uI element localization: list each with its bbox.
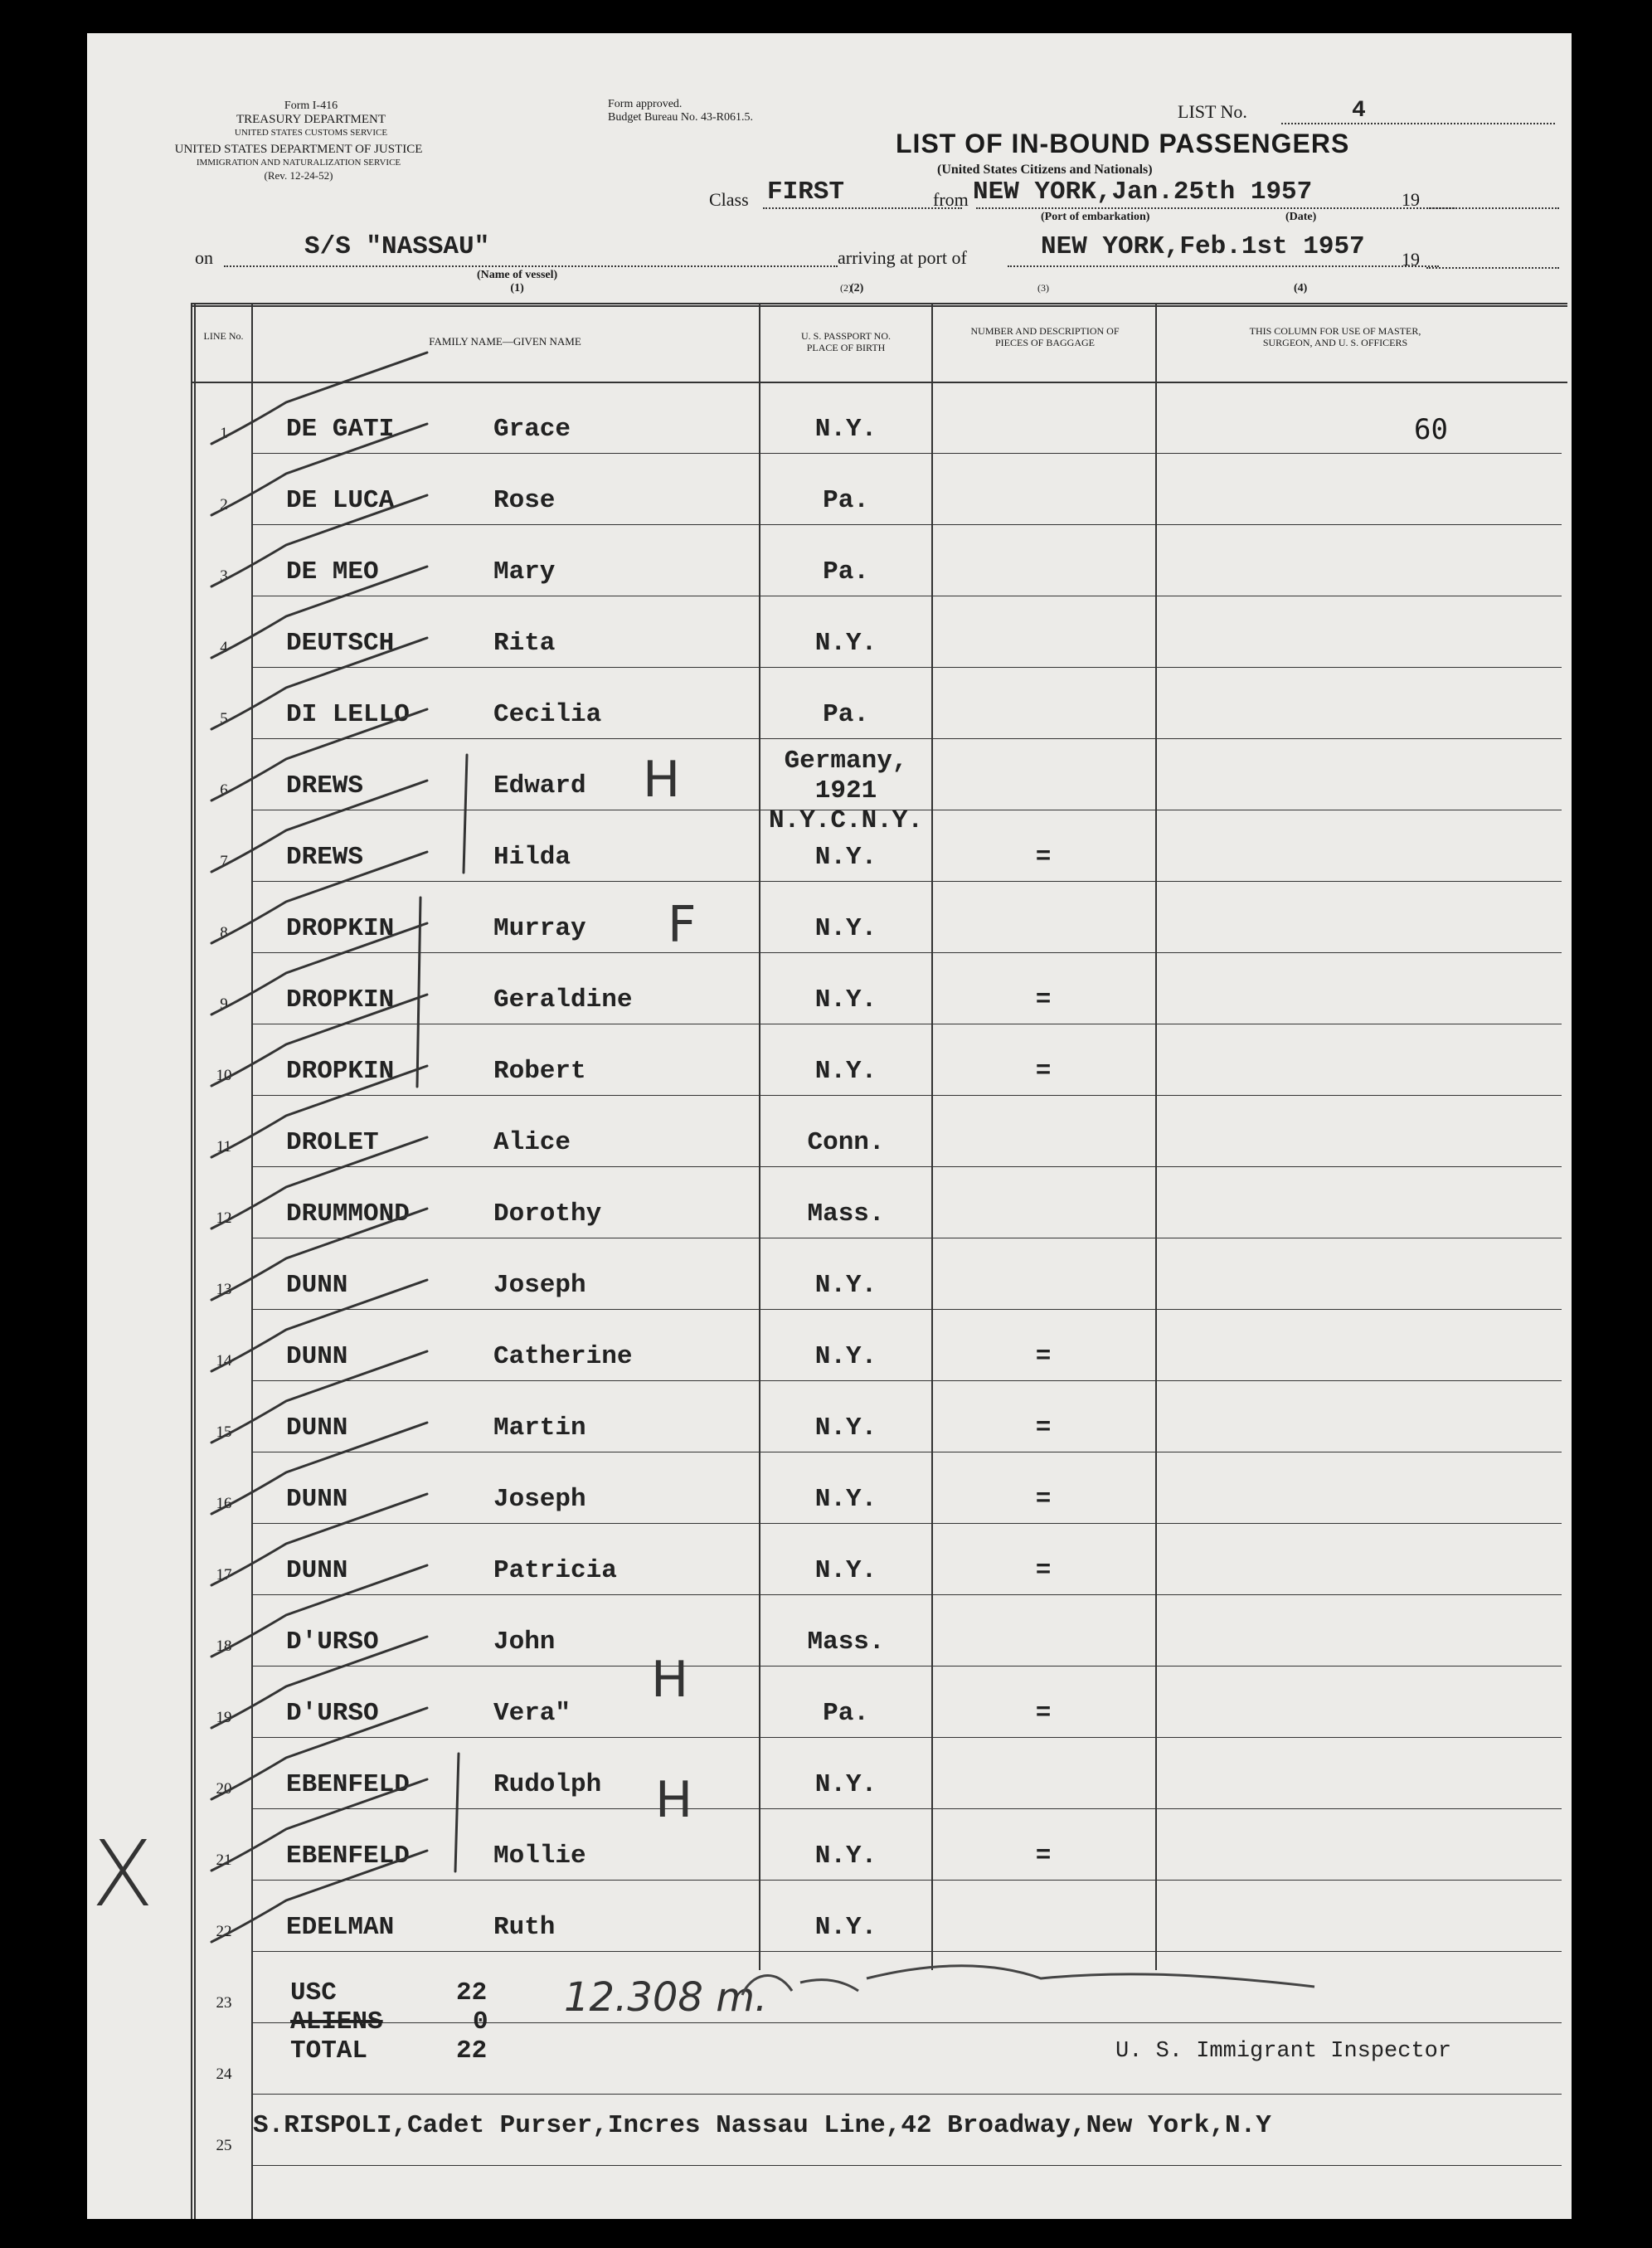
row-place-of-birth: Pa.	[823, 700, 869, 729]
vessel-caption-num: (1)	[510, 282, 524, 294]
handwritten-number: 12.308 m.	[564, 1974, 768, 2021]
form-number: Form I-416	[284, 100, 338, 112]
row-family-name: DUNN	[286, 1271, 348, 1300]
check-mark	[211, 1708, 427, 1799]
hand-mark-row6: H	[643, 751, 681, 809]
hand-mark-row18: H	[651, 1651, 689, 1709]
justice-dept: UNITED STATES DEPARTMENT OF JUSTICE	[174, 143, 423, 156]
row-line-number: 2	[220, 496, 228, 513]
row-baggage: =	[1035, 985, 1052, 1015]
ins-service: IMMIGRATION AND NATURALIZATION SERVICE	[196, 158, 401, 168]
row-family-name: DREWS	[286, 843, 364, 872]
row-baggage: =	[1035, 1699, 1052, 1728]
class-value: FIRST	[767, 178, 845, 207]
treasury-dept: TREASURY DEPARTMENT	[236, 113, 386, 126]
row-family-name: DUNN	[286, 1485, 348, 1514]
purser-line: S.RISPOLI,Cadet Purser,Incres Nassau Line,42 Broadway,New York,N.Y	[253, 2111, 1271, 2140]
row-line-number: 7	[220, 853, 228, 870]
row-line-number: 23	[216, 1994, 232, 2012]
row-baggage: =	[1035, 1342, 1052, 1371]
row-line-number: 5	[220, 710, 228, 727]
col-head-passport: U. S. PASSPORT NO. PLACE OF BIRTH	[801, 330, 891, 353]
row-given-name: Robert	[493, 1057, 586, 1086]
row-baggage: =	[1035, 1485, 1052, 1514]
form-subtitle: (United States Citizens and Nationals)	[937, 163, 1153, 177]
hand-mark-row20: H	[655, 1771, 693, 1829]
year-suffix: 19	[1402, 189, 1420, 210]
col-head-name: FAMILY NAME—GIVEN NAME	[429, 335, 581, 348]
row-place-of-birth: Conn.	[807, 1128, 885, 1157]
row-given-name: Grace	[493, 415, 571, 444]
row-place-of-birth: N.Y.	[814, 415, 877, 444]
check-mark	[211, 638, 427, 729]
col-head-baggage: NUMBER AND DESCRIPTION OF PIECES OF BAGGAGE	[970, 325, 1120, 348]
row-family-name: DROPKIN	[286, 985, 395, 1015]
arriving-label: arriving at port of	[838, 247, 967, 268]
row-baggage: =	[1035, 1556, 1052, 1585]
row-place-of-birth: N.Y.	[814, 985, 877, 1015]
row-family-name: DI LELLO	[286, 700, 410, 729]
check-mark	[211, 1209, 427, 1300]
row-baggage: =	[1035, 1057, 1052, 1086]
row-given-name: Joseph	[493, 1485, 586, 1514]
row-line-number: 11	[216, 1138, 232, 1156]
usc-value: 22	[456, 1978, 488, 2007]
row-family-name: DE LUCA	[286, 486, 395, 515]
check-mark	[211, 1494, 427, 1585]
vessel-value: S/S "NASSAU"	[304, 232, 490, 261]
aliens-value: 0	[473, 2007, 488, 2036]
row-line-number: 6	[220, 781, 228, 799]
row-given-name: Edward	[493, 771, 586, 800]
row-line-number: 24	[216, 2066, 232, 2083]
inspector-signature	[742, 1966, 1314, 1995]
list-no-label: LIST No.	[1178, 101, 1247, 122]
row-family-name: DE MEO	[286, 557, 379, 586]
row-given-name: Catherine	[493, 1342, 633, 1371]
row-given-name: Martin	[493, 1414, 586, 1443]
row-place-of-birth: Pa.	[823, 1699, 869, 1728]
check-mark	[211, 1637, 427, 1728]
year-suffix-2: 19	[1402, 249, 1420, 270]
usc-label: USC	[290, 1978, 337, 2007]
row-line-number: 25	[216, 2137, 232, 2154]
row-line-number: 17	[216, 1566, 232, 1584]
row-line-number: 20	[216, 1780, 232, 1798]
row-given-name: Rita	[493, 629, 556, 658]
form-approved: Form approved.	[608, 98, 683, 110]
date-num: (4)	[1294, 282, 1308, 294]
row-given-name: Dorothy	[493, 1199, 602, 1229]
row-given-name: Vera"	[493, 1699, 571, 1728]
row-place-of-birth: N.Y.	[814, 1913, 877, 1942]
row-place-of-birth: N.Y.	[814, 1485, 877, 1514]
total-value: 22	[456, 2036, 488, 2066]
row-family-name: DEUTSCH	[286, 629, 395, 658]
list-no-value: 4	[1352, 98, 1366, 124]
row-place-of-birth: N.Y.	[814, 629, 877, 658]
check-mark	[211, 353, 427, 444]
check-mark	[211, 1137, 427, 1229]
row-place-of-birth: Pa.	[823, 557, 869, 586]
row-place-of-birth: N.Y.	[814, 1842, 877, 1871]
row-line-number: 14	[216, 1352, 232, 1370]
row-place-of-birth: Pa.	[823, 486, 869, 515]
row-given-name: Alice	[493, 1128, 571, 1157]
row-place-of-birth: N.Y.	[814, 1342, 877, 1371]
row-family-name: EDELMAN	[286, 1913, 395, 1942]
from-value: NEW YORK,Jan.25th 1957	[973, 178, 1313, 207]
row-family-name: DUNN	[286, 1414, 348, 1443]
row-family-name: DRUMMOND	[286, 1199, 410, 1229]
class-label: Class	[709, 189, 749, 210]
row-line-number: 18	[216, 1637, 232, 1655]
from-label: from	[933, 189, 969, 210]
customs-service: UNITED STATES CUSTOMS SERVICE	[234, 128, 388, 138]
col-head-baggage-num: (3)	[1037, 282, 1049, 294]
row-baggage: =	[1035, 1842, 1052, 1871]
check-mark	[211, 1280, 427, 1371]
row-family-name: EBENFELD	[286, 1842, 410, 1871]
row-given-name: John	[493, 1628, 556, 1657]
check-mark	[211, 1851, 427, 1942]
row-family-name: DREWS	[286, 771, 364, 800]
arriving-num: (2)	[850, 282, 864, 294]
hand-mark-margin: X	[91, 1821, 154, 1927]
row-family-name: DUNN	[286, 1342, 348, 1371]
row-line-number: 8	[220, 924, 228, 942]
check-mark	[211, 852, 427, 943]
row-family-name: DE GATI	[286, 415, 395, 444]
row-place-of-birth: N.Y.	[814, 1414, 877, 1443]
check-mark	[211, 781, 427, 872]
row-line-number: 16	[216, 1495, 232, 1512]
inspector-label: U. S. Immigrant Inspector	[1115, 2039, 1452, 2064]
form-page	[87, 33, 1572, 2219]
check-mark	[211, 1423, 427, 1514]
check-mark	[211, 1779, 427, 1871]
vessel-caption-text: (Name of vessel)	[477, 269, 558, 281]
check-mark	[211, 709, 427, 800]
row-line-number: 21	[216, 1851, 232, 1869]
row-line-number: 3	[220, 567, 228, 585]
row-family-name: DUNN	[286, 1556, 348, 1585]
check-marks-layer	[87, 33, 1572, 2219]
aliens-label: ALIENS	[290, 2007, 383, 2036]
family-bracket	[455, 1754, 459, 1871]
row-family-name: EBENFELD	[286, 1770, 410, 1799]
row-family-name: D'URSO	[286, 1628, 379, 1657]
row-line-number: 15	[216, 1423, 232, 1441]
row-line-number: 4	[220, 639, 228, 656]
row-line-number: 1	[220, 425, 228, 442]
form-title: LIST OF IN-BOUND PASSENGERS	[896, 129, 1350, 158]
row-family-name: DROPKIN	[286, 1057, 395, 1086]
row-officer-note: 60	[1414, 413, 1448, 446]
row-place-of-birth: Mass.	[807, 1199, 885, 1229]
row-place-of-birth: N.Y.	[814, 914, 877, 943]
row-given-name: Mary	[493, 557, 556, 586]
on-label: on	[195, 247, 213, 268]
col-head-passport-num: (2)	[840, 282, 852, 294]
row-line-number: 12	[216, 1209, 232, 1227]
row-baggage: =	[1035, 1414, 1052, 1443]
row-place-of-birth: N.Y.	[814, 1770, 877, 1799]
row-place-of-birth: N.Y.	[814, 1556, 877, 1585]
row-family-name: DROPKIN	[286, 914, 395, 943]
date-caption: (Date)	[1285, 211, 1317, 223]
check-mark	[211, 923, 427, 1015]
row-place-of-birth: N.Y.	[814, 843, 877, 872]
row-given-name: Cecilia	[493, 700, 602, 729]
row-line-number: 9	[220, 995, 228, 1013]
row-line-number: 19	[216, 1709, 232, 1726]
check-mark	[211, 424, 427, 515]
check-mark	[211, 1565, 427, 1657]
row-given-name: Murray	[493, 914, 586, 943]
col-head-officers: THIS COLUMN FOR USE OF MASTER, SURGEON, AND U. S. OFFICERS	[1249, 325, 1421, 348]
row-family-name: D'URSO	[286, 1699, 379, 1728]
row-given-name: Hilda	[493, 843, 571, 872]
row-baggage: =	[1035, 843, 1052, 872]
row-given-name: Joseph	[493, 1271, 586, 1300]
check-mark	[211, 995, 427, 1086]
row-given-name: Mollie	[493, 1842, 586, 1871]
total-label: TOTAL	[290, 2036, 368, 2066]
row-given-name: Patricia	[493, 1556, 617, 1585]
check-mark	[211, 1066, 427, 1157]
arriving-value: NEW YORK,Feb.1st 1957	[1041, 232, 1365, 261]
row-place-of-birth: N.Y.	[814, 1271, 877, 1300]
port-caption: (Port of embarkation)	[1041, 211, 1150, 223]
family-bracket	[464, 755, 467, 873]
row-line-number: 13	[216, 1281, 232, 1298]
row-given-name: Rose	[493, 486, 556, 515]
row-line-number: 10	[216, 1067, 232, 1084]
row-place-of-birth: Germany, 1921 N.Y.C.N.Y.	[768, 747, 924, 835]
row-place-of-birth: N.Y.	[814, 1057, 877, 1086]
check-mark	[211, 1351, 427, 1443]
row-place-of-birth: Mass.	[807, 1628, 885, 1657]
row-given-name: Geraldine	[493, 985, 633, 1015]
hand-mark-row8: F	[668, 896, 697, 954]
revision: (Rev. 12-24-52)	[264, 169, 333, 182]
budget-bureau: Budget Bureau No. 43-R061.5.	[608, 111, 753, 124]
row-given-name: Rudolph	[493, 1770, 602, 1799]
check-mark	[211, 495, 427, 586]
row-given-name: Ruth	[493, 1913, 556, 1942]
row-family-name: DROLET	[286, 1128, 379, 1157]
row-line-number: 22	[216, 1923, 232, 1940]
check-mark	[211, 567, 427, 658]
col-head-line: LINE No.	[203, 330, 244, 342]
